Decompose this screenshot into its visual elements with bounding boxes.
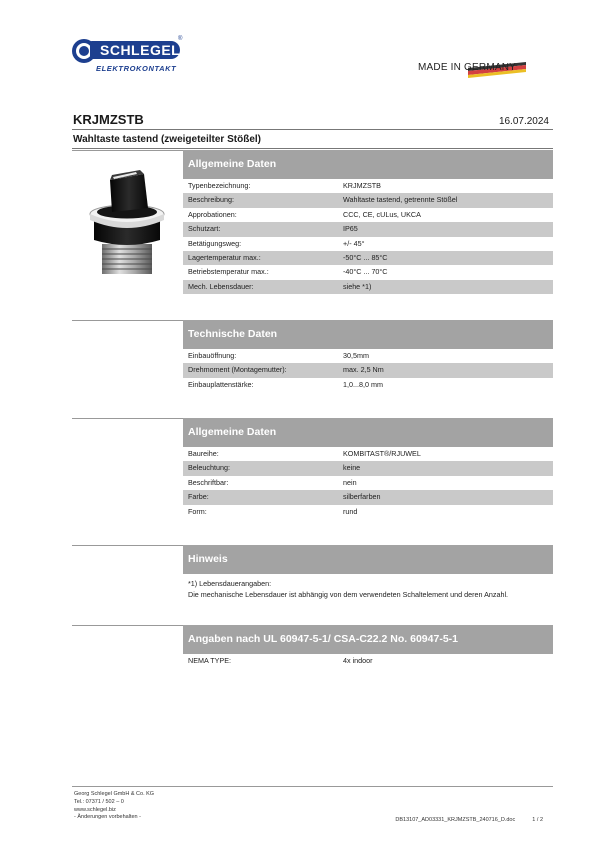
row-label: Lagertemperatur max.: <box>188 252 261 262</box>
schlegel-logo <box>72 38 184 78</box>
section-heading: Hinweis <box>183 545 553 574</box>
page-footer <box>72 786 553 823</box>
made-in-text: MADE IN GERMANY <box>418 62 517 73</box>
logo-registered-mark: ® <box>178 36 183 42</box>
product-subtitle: Wahltaste tastend (zweigeteilter Stößel) <box>73 134 261 145</box>
section-heading: Allgemeine Daten <box>183 150 553 179</box>
footer-company: Georg Schlegel GmbH & Co. KG <box>74 791 155 797</box>
note-line: Die mechanische Lebensdauer ist abhängig von dem verwendeten Schaltelement und deren Anzahl. <box>188 589 509 599</box>
row-label: Betätigungsweg: <box>188 238 242 248</box>
footer-rule <box>72 786 553 787</box>
row-label: Schutzart: <box>188 224 221 234</box>
section-heading: Technische Daten <box>183 320 553 349</box>
row-label: Approbationen: <box>188 209 237 219</box>
row-value: keine <box>343 463 361 473</box>
table-row <box>183 237 553 251</box>
row-value: rund <box>343 506 358 516</box>
title-divider <box>72 129 553 130</box>
row-value: 4x indoor <box>343 656 373 665</box>
note-line: *1) Lebensdauerangaben: <box>188 579 272 588</box>
row-label: Einbauplattenstärke: <box>188 379 254 389</box>
section-heading: Allgemeine Daten <box>183 418 553 447</box>
row-value: CCC, CE, cULus, UKCA <box>343 209 421 219</box>
product-code-title: KRJMZSTB <box>73 112 144 127</box>
row-value: siehe *1) <box>343 281 372 291</box>
table-row <box>183 251 553 265</box>
row-label: Betriebstemperatur max.: <box>188 267 269 277</box>
table-row <box>183 363 553 377</box>
row-label: Einbauöffnung: <box>188 351 237 360</box>
table-row <box>183 265 553 279</box>
table-row <box>183 179 553 193</box>
row-label: Typenbezeichnung: <box>188 181 251 190</box>
table-row <box>183 490 553 504</box>
row-value: 1,0...8,0 mm <box>343 379 383 389</box>
table-row <box>183 447 553 461</box>
made-in-germany-badge <box>418 62 526 76</box>
row-label: Beschriftbar: <box>188 477 229 487</box>
row-label: Form: <box>188 506 207 516</box>
row-label: Mech. Lebensdauer: <box>188 281 254 291</box>
section-left-rule <box>72 418 183 419</box>
note-body <box>183 574 553 600</box>
data-table <box>183 349 553 392</box>
footer-doc-ref: DB13107_AD03331_KRJMZSTB_240716_D.doc <box>395 817 516 823</box>
row-value: silberfarben <box>343 492 381 502</box>
table-row <box>183 654 553 668</box>
footer-document-info <box>395 817 543 823</box>
subtitle-divider <box>72 148 553 149</box>
row-value: max. 2,5 Nm <box>343 365 384 375</box>
selector-switch-product-image <box>82 160 172 282</box>
row-value: KOMBITAST®/RJUWEL <box>343 449 421 458</box>
section-left-rule <box>72 625 183 626</box>
logo-brand-text: SCHLEGEL <box>100 42 181 58</box>
row-label: Beschreibung: <box>188 195 234 205</box>
table-row <box>183 208 553 222</box>
table-row <box>183 349 553 363</box>
data-table <box>183 447 553 519</box>
document-date: 16.07.2024 <box>498 116 549 127</box>
table-row <box>183 461 553 475</box>
table-row <box>183 280 553 294</box>
data-table <box>183 179 553 294</box>
row-value: Wahltaste tastend, getrennte Stößel <box>343 195 458 205</box>
section-left-rule <box>72 150 183 151</box>
footer-company-info <box>74 791 154 822</box>
logo-subtitle: ELEKTROKONTAKT <box>96 64 177 73</box>
row-value: -40°C ... 70°C <box>343 267 388 277</box>
row-value: IP65 <box>343 224 358 234</box>
note-text <box>183 574 553 600</box>
row-value: +/- 45° <box>343 238 365 248</box>
footer-page-number: 1 / 2 <box>532 817 543 823</box>
row-label: Drehmoment (Montagemutter): <box>188 365 287 375</box>
row-label: Beleuchtung: <box>188 463 230 473</box>
row-label: NEMA TYPE: <box>188 656 232 665</box>
row-label: Baureihe: <box>188 449 219 458</box>
table-row <box>183 193 553 207</box>
data-table <box>183 654 553 668</box>
footer-web: www.schlegel.biz <box>74 806 116 813</box>
table-row <box>183 505 553 519</box>
section-left-rule <box>72 545 183 546</box>
section-heading: Angaben nach UL 60947-5-1/ CSA-C22.2 No. 60947-5-1 <box>183 625 553 654</box>
row-label: Farbe: <box>188 492 209 502</box>
table-row <box>183 378 553 392</box>
row-value: 30,5mm <box>343 351 369 360</box>
footer-phone: Tel.: 07371 / 502 – 0 <box>74 798 124 805</box>
table-row <box>183 222 553 236</box>
row-value: -50°C ... 85°C <box>343 252 388 262</box>
row-value: nein <box>343 477 357 487</box>
footer-disclaimer: - Änderungen vorbehalten - <box>74 814 141 821</box>
row-value: KRJMZSTB <box>343 181 381 190</box>
table-row <box>183 476 553 490</box>
section-left-rule <box>72 320 183 321</box>
